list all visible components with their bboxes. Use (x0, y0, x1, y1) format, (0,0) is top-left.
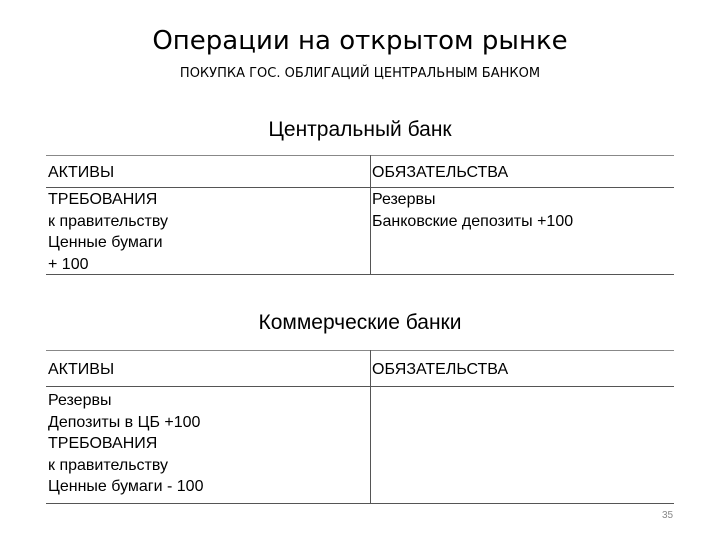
assets-cell (48, 390, 203, 498)
column-divider (370, 350, 371, 504)
cell-line: Депозиты в ЦБ +100 (48, 413, 201, 431)
liabilities-header: ОБЯЗАТЕЛЬСТВА (372, 361, 509, 378)
header-divider (46, 187, 674, 188)
cell-line: ТРЕБОВАНИЯ (48, 191, 158, 208)
assets-cell (48, 189, 168, 275)
table-top-border (46, 350, 674, 351)
central-bank-title: Центральный банк (268, 118, 452, 141)
assets-header: АКТИВЫ (48, 164, 115, 181)
cell-line: Резервы (48, 392, 112, 409)
commercial-banks-t-account (46, 350, 674, 504)
cell-line: + 100 (48, 255, 89, 273)
cell-line: к правительству (48, 212, 169, 230)
assets-header: АКТИВЫ (48, 361, 115, 378)
header-divider (46, 386, 674, 387)
cell-line: Ценные бумаги (48, 234, 163, 251)
slide-title: Операции на открытом рынке (152, 26, 568, 56)
column-divider (370, 155, 371, 275)
cell-line: ТРЕБОВАНИЯ (48, 435, 158, 452)
commercial-banks-title: Коммерческие банки (258, 311, 462, 334)
liabilities-cell (372, 189, 573, 232)
slide-subtitle: ПОКУПКА ГОС. ОБЛИГАЦИЙ ЦЕНТРАЛЬНЫМ БАНКОМ (179, 66, 541, 81)
page-number: 35 (662, 510, 674, 521)
cell-line: Резервы (372, 191, 436, 208)
table-top-border (46, 155, 674, 156)
cell-line: Ценные бумаги - 100 (48, 478, 204, 495)
table-bottom-border (46, 503, 674, 504)
cell-line: к правительству (48, 456, 169, 474)
central-bank-t-account (46, 155, 674, 275)
cell-line: Банковские депозиты +100 (372, 212, 574, 230)
liabilities-header: ОБЯЗАТЕЛЬСТВА (372, 164, 509, 181)
